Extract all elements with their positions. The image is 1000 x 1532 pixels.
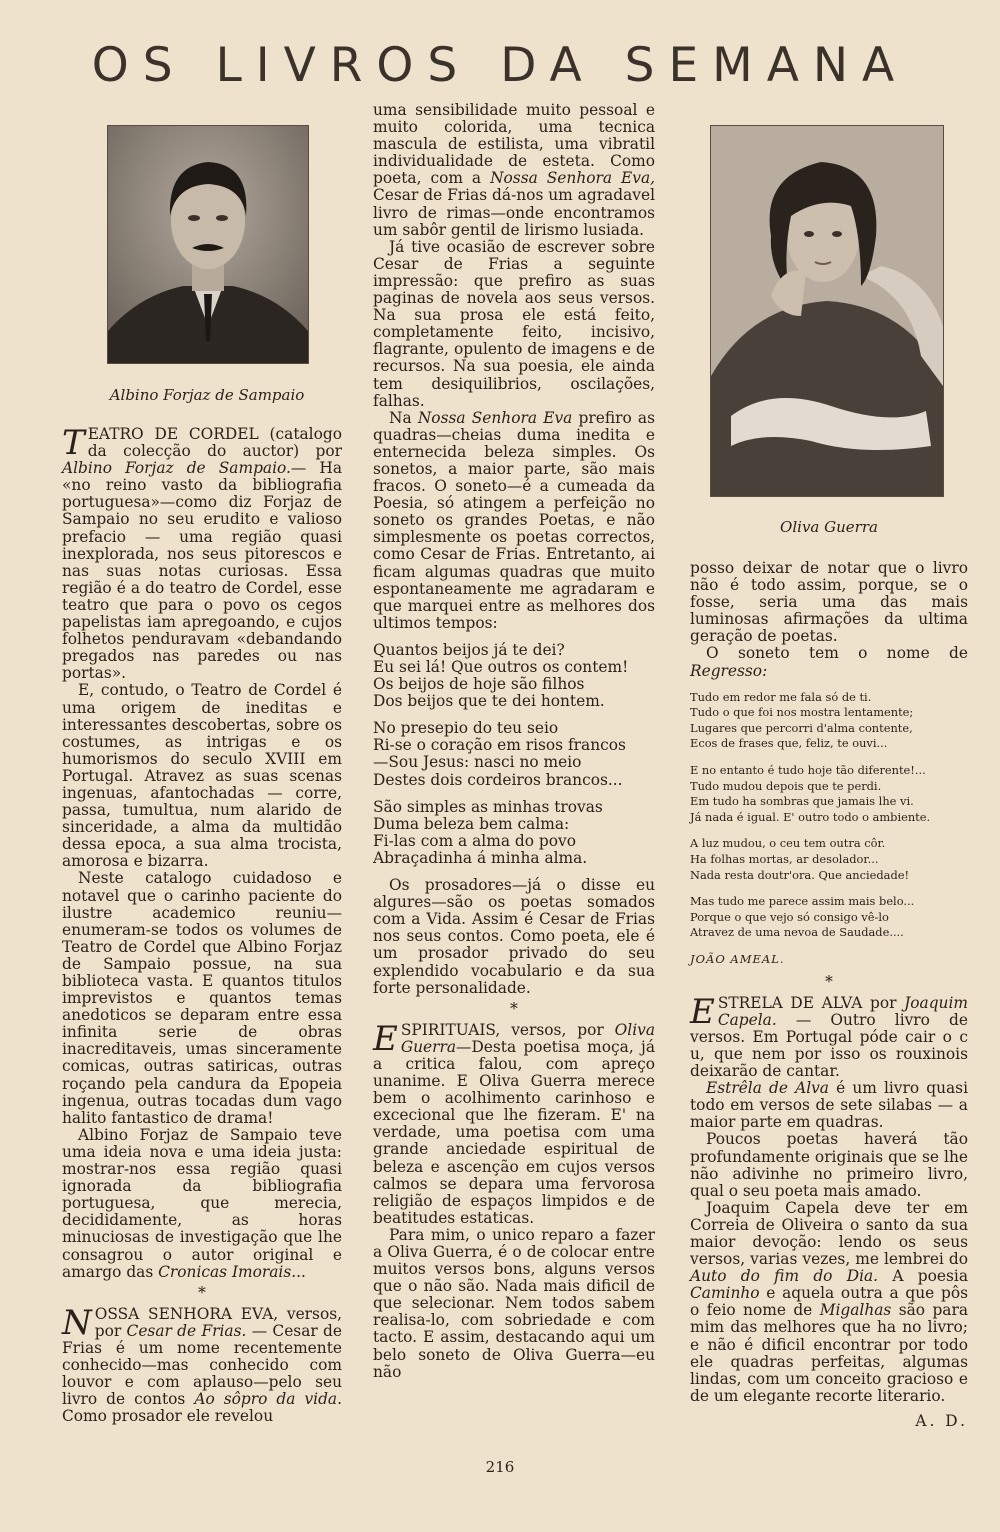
paragraph: [62, 1127, 342, 1281]
poem-line: Tudo em redor me fala só de ti.: [690, 689, 872, 704]
text: e aquela outra a que pôs o feio nome de: [690, 1284, 968, 1320]
poem-line: Abraçadinha á minha alma.: [373, 848, 588, 867]
drop-cap: N: [62, 1302, 92, 1343]
book-title: Cronicas Imorais...: [158, 1262, 306, 1281]
author-name: Cesar de Frias.: [126, 1321, 247, 1340]
paragraph: Neste catalogo cuidadoso e notavel que o carinho paciente do ilustre academico reuniu—enumeram-se todos os volumes de Teatro de Cordel que Albino Forjaz de Sampaio possue, na sua biblioteca vasta. E quantos titulos imprevistos e quantos temas anedoticos se deparam entre essa infinita serie de obras inacreditaveis, umas sinceramente comicas, outras satiricas, outras roçando pela candura da Epopeia ingenua, outras tocadas dum vago halito fantastico de drama!: [62, 869, 342, 1127]
text: Como prosador ele revelou: [62, 1407, 274, 1426]
section-separator: *: [510, 999, 518, 1018]
poem-line: Os beijos de hoje são filhos: [373, 675, 585, 694]
page-title: OS LIVROS DA SEMANA: [91, 38, 909, 93]
poem-line: Tudo mudou depois que te perdi.: [690, 778, 882, 793]
text: O soneto tem o nome de: [706, 644, 968, 663]
paragraph: posso deixar de notar que o livro não é todo assim, porque, se o fosse, seria uma das mais luminosas afirmações da ultima geração de poetas.: [690, 559, 968, 646]
poem-line: No presepio do teu seio: [373, 719, 559, 738]
poem-line: Atravez de uma nevoa de Saudade....: [690, 925, 904, 940]
book-title: Estrêla de Alva: [706, 1079, 829, 1098]
section-separator: *: [198, 1283, 206, 1302]
drop-cap: E: [690, 991, 715, 1032]
poem-line: Porque o que vejo só consigo vê-lo: [690, 909, 889, 924]
portrait-woman-illustration: [711, 126, 943, 496]
portrait-man-illustration: [108, 126, 308, 363]
article-column-2: [373, 102, 655, 1381]
book-title: SPIRITUAIS,: [400, 1020, 501, 1039]
paragraph: [690, 1200, 968, 1405]
poet-portrait-photo: [710, 125, 944, 497]
drop-cap: E: [373, 1018, 398, 1059]
poem-line: Em tudo ha sombras que jamais lhe vi.: [690, 794, 914, 809]
poem-line: Mas tudo me parece assim mais belo...: [690, 894, 915, 909]
poem-line: Duma beleza bem calma:: [373, 814, 570, 833]
poem-line: Eu sei lá! Que outros os contem!: [373, 658, 629, 676]
drop-cap: T: [62, 423, 85, 463]
text: prefiro as quadras—cheias duma inedita e enternecida beleza simples. Os sonetos, a maior parte, são mais fracos. O soneto—é a cumeada da Poesia, só atingem a perfeição no soneto os grandes Poetas, e não simplesmente os poetas correctos, como Cesar de Frias. Entretanto, ai ficam algumas quadras que muito espontaneamente me agradaram e que marquei entre as melhores dos ultimos tempos:: [373, 408, 655, 632]
poem-stanza: [690, 894, 968, 941]
text: são para mim das melhores que ha no livro; e não é dificil encontrar por todo ele quadras perfeitas, algumas lindas, com um conceito gracioso e de um elegante recorte literario.: [690, 1301, 969, 1405]
text: A poesia: [878, 1267, 968, 1286]
paragraph: [690, 1080, 968, 1131]
regresso-sonnet: [690, 690, 968, 968]
poem-stanza: [373, 799, 655, 867]
book-title: Nossa Senhora Eva: [417, 408, 573, 427]
book-title: Auto do fim do Dia.: [690, 1267, 879, 1286]
text: Albino Forjaz de Sampaio teve uma ideia nova e uma ideia justa: mostrar-nos essa região quasi ignorada da bibliografia portuguesa, que merecia, decididamente, as horas minuciosas de investigação que lhe consagrou o autor original e amargo das: [62, 1125, 342, 1281]
review-nossa-senhora-eva: [62, 1302, 343, 1426]
poem-line: São simples as minhas trovas: [373, 797, 603, 816]
text: por: [862, 993, 905, 1012]
poem-stanza: [690, 836, 968, 883]
author-initials: A. D.: [915, 1411, 968, 1430]
review-teatro-de-cordel: [62, 423, 342, 683]
photo-caption-oliva: Oliva Guerra: [780, 518, 878, 536]
paragraph: E, contudo, o Teatro de Cordel é uma origem de ineditas e interessantes descobertas, sobre os costumes, as intrigas e os humorismos do seculo XVIII em Portugal. Atravez as suas scenas ingenuas, afantochadas — corre, passa, tumultua, num alarido de sinceridade, a alma da multidão dessa epoca, a sua alma trocista, amorosa e bizarra.: [62, 681, 342, 871]
poem-line: Ecos de frases que, feliz, te ouvi...: [690, 736, 888, 751]
text: — Cesar de Frias é um nome recentemente conhecido—mas conhecido com louvor e com aplauso—pelo seu livro de contos: [62, 1321, 343, 1409]
text: (catalogo da colecção do auctor) por: [87, 425, 342, 461]
section-separator: *: [825, 972, 833, 991]
book-title: OSSA SENHORA EVA,: [94, 1304, 279, 1323]
text: uma sensibilidade muito pessoal e muito colorida, uma tecnica mascula de estilista, uma vibratil individualidade de esteta. Como poeta, com a: [373, 101, 655, 188]
poem-line: Fi-las com a alma do povo: [373, 831, 576, 850]
author-name: Joaquim Capela.: [717, 993, 968, 1029]
author-portrait-photo: [107, 125, 309, 364]
poem-line: —Sou Jesus: nasci no meio: [373, 753, 582, 772]
paragraph: [690, 645, 968, 679]
paragraph: Para mim, o unico reparo a fazer a Oliva Guerra, é o de colocar entre muitos versos bons, alguns versos que o não são. Nada mais dificil de que selecionar. Nem todos sabem realisa-lo, com sobriedade e com tacto. E assim, destacando aqui um belo soneto de Oliva Guerra—eu não: [373, 1225, 655, 1381]
poem-title: Migalhas: [819, 1301, 892, 1320]
paragraph: Poucos poetas haverá tão profundamente originais que se lhe não adivinhe no primeiro livro, qual o seu poeta mais amado.: [690, 1130, 968, 1200]
poem-title: Caminho: [690, 1284, 760, 1303]
text: é um livro quasi todo em versos de sete silabas — a maior parte em quadras.: [690, 1079, 968, 1132]
poem-stanza: [373, 720, 655, 788]
review-estrela-de-alva: [690, 991, 968, 1081]
page-number: 216: [485, 1458, 515, 1476]
poem-line: Quantos beijos já te dei?: [373, 640, 565, 659]
poem-line: Destes dois cordeiros brancos...: [373, 770, 623, 789]
review-espirituais: [373, 1018, 655, 1227]
book-title: Nossa Senhora Eva,: [490, 169, 656, 188]
text: Cesar de Frias dá-nos um agradavel livro de rimas—onde encontramos um sabôr gentil de lirismo lusiada.: [373, 186, 655, 239]
poem-line: Tudo o que foi nos mostra lentamente;: [690, 705, 914, 720]
poem-title: Regresso:: [690, 661, 768, 680]
paragraph: [373, 410, 655, 632]
poem-line: Nada resta doutr'ora. Que anciedade!: [690, 867, 910, 882]
quadras-poem: [373, 642, 655, 867]
book-title: EATRO DE CORDEL: [87, 425, 259, 443]
paragraph: [373, 102, 655, 239]
photo-caption-albino: Albino Forjaz de Sampaio: [109, 386, 305, 404]
poem-stanza: [373, 642, 655, 710]
poem-line: Dos beijos que te dei hontem.: [373, 692, 605, 711]
article-column-3: [690, 560, 968, 1430]
signature-joao-ameal: JOÃO AMEAL.: [690, 951, 785, 966]
text: Na: [389, 408, 418, 427]
text: versos, por: [500, 1020, 615, 1039]
text: — Ha «no reino vasto da bibliografia portuguesa»—como diz Forjaz de Sampaio no seu erudito e valioso prefacio — uma região quasi inexplorada, nos seus pitorescos e nas suas notas curiosas. Essa região é a do teatro de Cordel, esse teatro que para o povo os cegos papelistas iam apregoando, e cujos folhetos penduravam «debandando pregados nas paredes ou nas portas».: [62, 459, 342, 683]
text: —Desta poetisa moça, já a critica falou, com apreço unanime. E Oliva Guerra merece bem o acolhimento carinhoso e excecional que lhe fizeram. E' na verdade, uma poetisa com uma grande anciedade espiritual de beleza e ascenção em cujos versos calmos se depara uma fervorosa religião de espaços limpidos e de beatitudes estaticas.: [373, 1037, 655, 1227]
poem-line: Já nada é igual. E' outro todo o ambiente.: [690, 809, 931, 824]
author-name: Oliva Guerra: [400, 1020, 655, 1056]
article-column-1: [62, 423, 343, 1426]
text: versos, por: [94, 1304, 342, 1340]
text: — Outro livro de versos. Em Portugal póde cair o c u, que nem por isso os rouxinois deixarão de cantar.: [690, 1010, 968, 1081]
book-title: Ao sôpro da vida.: [194, 1390, 342, 1409]
author-name: Albino Forjaz de Sampaio.: [62, 459, 291, 478]
poem-line: Ha folhas mortas, ar desolador...: [690, 852, 879, 866]
poem-line: Ri-se o coração em risos francos: [373, 736, 626, 755]
poem-stanza: [690, 690, 968, 752]
book-title: STRELA DE ALVA: [717, 993, 863, 1012]
text: Joaquim Capela deve ter em Correia de Oliveira o santo da sua maior devoção: lendo os seus versos, varias vezes, me lembrei do: [690, 1198, 968, 1269]
paragraph: Já tive ocasião de escrever sobre Cesar de Frias a seguinte impressão: que prefiro as suas paginas de novela aos seus versos. Na sua prosa ele está feito, completamente feito, incisivo, flagrante, opulento de imagens e de recursos. Na sua poesia, ele ainda tem desiquilibrios, oscilações, falhas.: [373, 237, 655, 410]
poem-line: Lugares que percorri d'alma contente,: [690, 720, 913, 735]
poem-line: E no entanto é tudo hoje tão diferente!...: [690, 763, 926, 778]
paragraph: Os prosadores—já o disse eu algures—são os poetas somados com a Vida. Assim é Cesar de Frias nos seus contos. Como poeta, ele é um prosador privado do seu explendido vocabulario e da sua forte personalidade.: [373, 876, 655, 997]
poem-stanza: [690, 763, 968, 825]
poem-line: A luz mudou, o ceu tem outra côr.: [690, 836, 886, 851]
